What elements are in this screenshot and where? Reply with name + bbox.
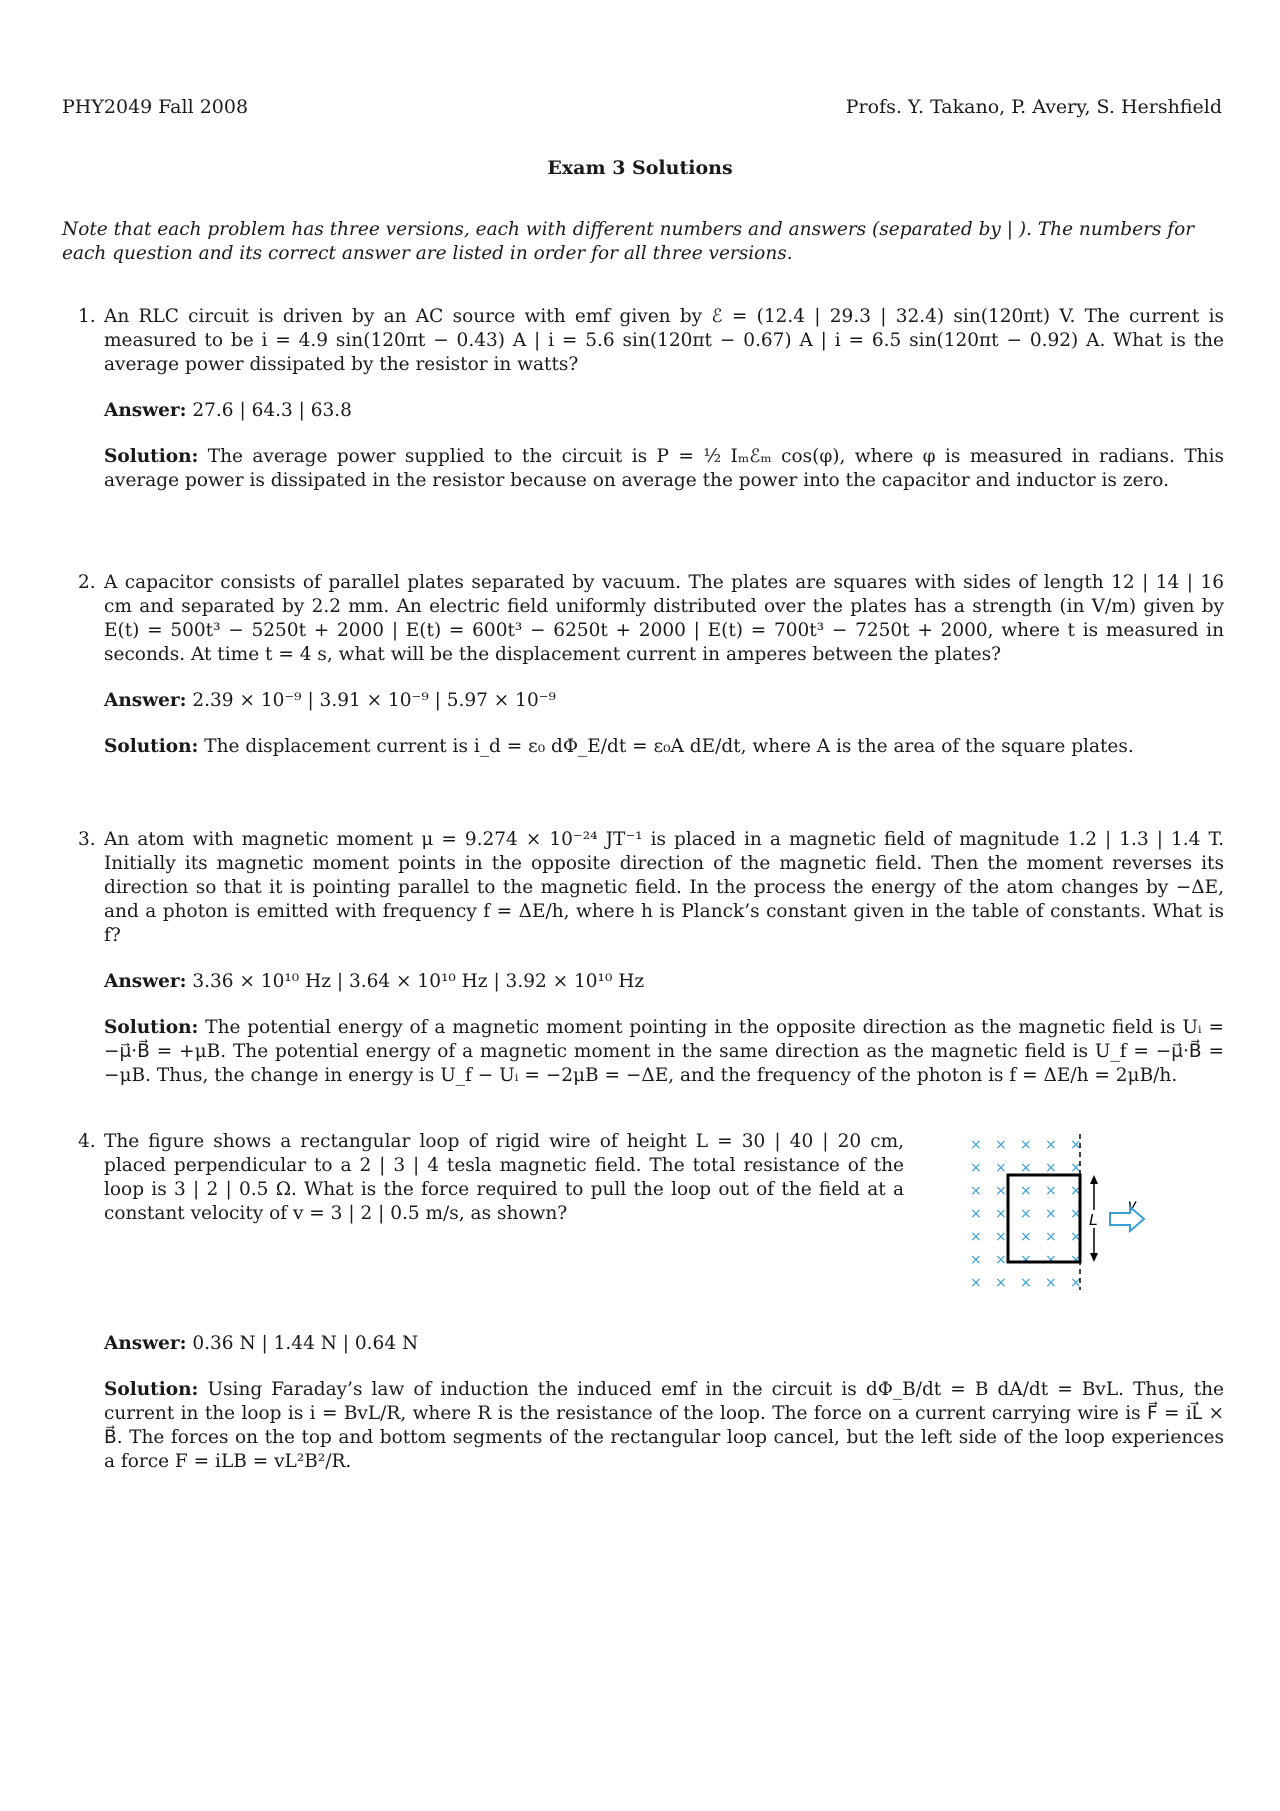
field-cross-icon: × xyxy=(1070,1252,1082,1268)
height-arrow-top xyxy=(1090,1175,1098,1184)
answer-line xyxy=(104,970,1224,994)
field-cross-icon: × xyxy=(1070,1229,1082,1245)
velocity-arrow-icon xyxy=(1110,1207,1144,1231)
field-cross-icon: × xyxy=(1020,1275,1032,1291)
problem-number: 2. xyxy=(78,572,96,593)
solution-paragraph xyxy=(104,1016,1224,1088)
solution-text: The potential energy of a magnetic moment pointing in the opposite direction as the magnetic field is Uᵢ = −μ⃗·B⃗ = +μB. The potential energy of a magnetic moment in the same direction as the magnetic field is U_f = −μ⃗·B⃗ = −μB. Thus, the change in energy is U_f − Uᵢ = −2μB = −ΔE, and the frequency of the photon is f = ΔE/h = 2μB/h. xyxy=(104,1017,1224,1086)
field-cross-icon: × xyxy=(1070,1137,1082,1153)
solution-text: The displacement current is i_d = ε₀ dΦ_E/dt = ε₀A dE/dt, where A is the area of the square plates. xyxy=(204,736,1134,757)
solution-label: Solution: xyxy=(104,1017,199,1038)
loop-diagram xyxy=(960,1130,1170,1300)
professors-header: Profs. Y. Takano, P. Avery, S. Hershfield xyxy=(845,96,1222,118)
solution-paragraph xyxy=(104,445,1224,493)
answer-label: Answer: xyxy=(104,1333,187,1354)
field-cross-icon: × xyxy=(995,1229,1007,1245)
problem-2 xyxy=(78,571,1224,759)
field-cross-icon: × xyxy=(970,1183,982,1199)
field-cross-icon: × xyxy=(1045,1229,1057,1245)
problem-1 xyxy=(78,305,1224,493)
field-cross-icon: × xyxy=(970,1137,982,1153)
solution-label: Solution: xyxy=(104,446,199,467)
problem-number: 1. xyxy=(78,306,96,327)
answer-value: 0.36 N | 1.44 N | 0.64 N xyxy=(192,1333,419,1354)
answer-label: Answer: xyxy=(104,971,187,992)
field-cross-icon: × xyxy=(970,1206,982,1222)
field-cross-icon: × xyxy=(1020,1229,1032,1245)
solution-paragraph xyxy=(104,735,1224,759)
velocity-label: v xyxy=(1128,1197,1136,1214)
field-cross-icon: × xyxy=(1020,1137,1032,1153)
answer-value: 27.6 | 64.3 | 63.8 xyxy=(192,400,352,421)
field-cross-icon: × xyxy=(995,1206,1007,1222)
field-cross-icon: × xyxy=(1045,1160,1057,1176)
solution-label: Solution: xyxy=(104,1379,199,1400)
problem-3 xyxy=(78,828,1224,1088)
field-cross-icon: × xyxy=(970,1160,982,1176)
page-title: Exam 3 Solutions xyxy=(547,157,733,179)
problem-statement: An RLC circuit is driven by an AC source with emf given by ℰ = (12.4 | 29.3 | 32.4) sin(120πt) V. The current is measured to be i = 4.9 sin(120πt − 0.43) A | i = 5.6 sin(120πt − 0.67) A | i = 6.5 sin(120πt − 0.92) A. What is the average power dissipated by the resistor in watts? xyxy=(104,306,1224,375)
field-cross-icon: × xyxy=(1020,1206,1032,1222)
field-cross-icon: × xyxy=(1070,1183,1082,1199)
field-cross-icon: × xyxy=(1070,1275,1082,1291)
loop-figure xyxy=(960,1130,1170,1300)
field-cross-icon: × xyxy=(1070,1206,1082,1222)
answer-label: Answer: xyxy=(104,400,187,421)
solution-text: The average power supplied to the circuit is P = ½ Iₘℰₘ cos(φ), where φ is measured in radians. This average power is dissipated in the resistor because on average the power into the capacitor and inductor is zero. xyxy=(104,446,1224,491)
field-cross-icon: × xyxy=(1045,1275,1057,1291)
field-cross-icon: × xyxy=(1020,1183,1032,1199)
answer-line xyxy=(104,399,1224,423)
field-cross-icon: × xyxy=(970,1275,982,1291)
field-cross-icon: × xyxy=(1045,1206,1057,1222)
field-cross-icon: × xyxy=(995,1252,1007,1268)
field-cross-icon: × xyxy=(1020,1160,1032,1176)
answer-line xyxy=(104,1332,1224,1356)
answer-value: 3.36 × 10¹⁰ Hz | 3.64 × 10¹⁰ Hz | 3.92 × 10¹⁰ Hz xyxy=(192,971,645,992)
solution-paragraph xyxy=(104,1378,1224,1474)
field-cross-icon: × xyxy=(970,1229,982,1245)
solution-label: Solution: xyxy=(104,736,199,757)
field-cross-icon: × xyxy=(970,1252,982,1268)
field-cross-icon: × xyxy=(1070,1160,1082,1176)
answer-label: Answer: xyxy=(104,690,187,711)
magnetic-field-marks xyxy=(970,1137,1082,1291)
problem-statement: An atom with magnetic moment μ = 9.274 × 10⁻²⁴ JT⁻¹ is placed in a magnetic field of magnitude 1.2 | 1.3 | 1.4 T. Initially its magnetic moment points in the opposite direction of the magnetic field. Then the moment reverses its direction so that it is pointing parallel to the magnetic field. In the process the energy of the atom changes by −ΔE, and a photon is emitted with frequency f = ΔE/h, where h is Planck’s constant given in the table of constants. What is f? xyxy=(104,829,1224,946)
field-cross-icon: × xyxy=(1045,1252,1057,1268)
intro-note: Note that each problem has three versions, each with different numbers and answers (separated by | ). The numbers for each question and its correct answer are listed in order for all three versions. xyxy=(62,219,1195,264)
height-label: L xyxy=(1089,1212,1098,1229)
solution-text: Using Faraday’s law of induction the induced emf in the circuit is dΦ_B/dt = B dA/dt = BvL. Thus, the current in the loop is i = BvL/R, where R is the resistance of the loop. The force on a current carrying wire is F⃗ = iL⃗ × B⃗. The forces on the top and bottom segments of the rectangular loop cancel, but the left side of the loop experiences a force F = iLB = vL²B²/R. xyxy=(104,1379,1224,1472)
problem-statement: The figure shows a rectangular loop of rigid wire of height L = 30 | 40 | 20 cm, placed perpendicular to a 2 | 3 | 4 tesla magnetic field. The total resistance of the loop is 3 | 2 | 0.5 Ω. What is the force required to pull the loop out of the field at a constant velocity of v = 3 | 2 | 0.5 m/s, as shown? xyxy=(104,1131,904,1224)
problem-number: 3. xyxy=(78,829,96,850)
answer-line xyxy=(104,689,1224,713)
field-cross-icon: × xyxy=(995,1160,1007,1176)
field-cross-icon: × xyxy=(995,1183,1007,1199)
answer-value: 2.39 × 10⁻⁹ | 3.91 × 10⁻⁹ | 5.97 × 10⁻⁹ xyxy=(192,690,556,711)
field-cross-icon: × xyxy=(995,1275,1007,1291)
problem-statement: A capacitor consists of parallel plates separated by vacuum. The plates are squares with sides of length 12 | 14 | 16 cm and separated by 2.2 mm. An electric field uniformly distributed over the plates has a strength (in V/m) given by E(t) = 500t³ − 5250t + 2000 | E(t) = 600t³ − 6250t + 2000 | E(t) = 700t³ − 7250t + 2000, where t is measured in seconds. At time t = 4 s, what will be the displacement current in amperes between the plates? xyxy=(104,572,1224,665)
problem-number: 4. xyxy=(78,1131,96,1152)
course-header: PHY2049 Fall 2008 xyxy=(62,96,249,118)
field-cross-icon: × xyxy=(1045,1137,1057,1153)
field-cross-icon: × xyxy=(995,1137,1007,1153)
field-cross-icon: × xyxy=(1020,1252,1032,1268)
height-arrow-bottom xyxy=(1090,1253,1098,1262)
field-cross-icon: × xyxy=(1045,1183,1057,1199)
